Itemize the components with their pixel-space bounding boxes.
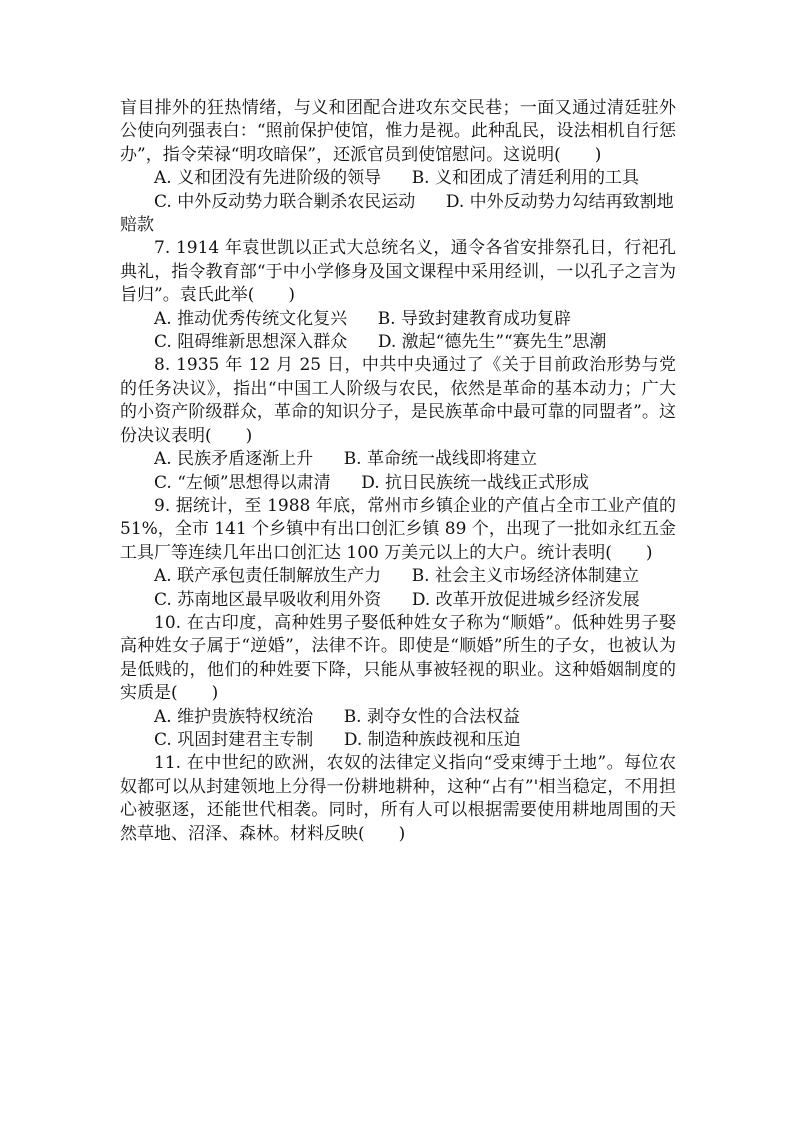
q6-option-a: A. 义和团没有先进阶级的领导 [154, 168, 382, 189]
q8-stem: 8. 1935 年 12 月 25 日，中共中央通过了《关于目前政治形势与党的任务决议》，指出“中国工人阶级与农民，依然是革命的基本动力；广大的小资产阶级群众，革命的知识分子，是民族革命中最可靠的同盟者”。这份决议表明( ) [120, 355, 676, 446]
q6-option-d: D. 中外反动势力勾结再致割地赔款 [120, 191, 674, 236]
q7-options-cd [120, 331, 676, 354]
q9-options-cd [120, 589, 676, 612]
q8-option-b: B. 革命统一战线即将建立 [343, 449, 537, 470]
q9-option-a: A. 联产承包责任制解放生产力 [154, 566, 382, 587]
q8-options-cd [120, 472, 676, 495]
q11-stem: 11. 在中世纪的欧洲，农奴的法律定义指向“受束缚于土地”。每位农奴都可以从封建领地上分得一份耕地耕种，这种“占有”'相当稳定，不用担心被驱逐，还能世代相袭。同时，所有人可以根据需要使用耕地周围的天然草地、沼泽、森林。材料反映( ) [120, 753, 676, 844]
q8-option-c: C. “左倾”思想得以肃清 [154, 472, 331, 493]
q7-option-a: A. 推动优秀传统文化复兴 [154, 308, 348, 329]
q8-options-ab [120, 448, 676, 471]
q8-option-a: A. 民族矛盾逐渐上升 [154, 449, 314, 470]
q7-option-d: D. 激起“德先生”“赛先生”思潮 [377, 332, 607, 353]
q7-option-c: C. 阻碍维新思想深入群众 [154, 332, 348, 353]
q9-stem: 9. 据统计，至 1988 年底，常州市乡镇企业的产值占全市工业产值的 51%，全市 141 个乡镇中有出口创汇乡镇 89 个，出现了一批如永红五金工具厂等连续几年出口创汇达 100 万美元以上的大户。统计表明( ) [120, 495, 676, 563]
q10-options-cd [120, 729, 676, 752]
q6-option-b: B. 义和团成了清廷利用的工具 [411, 168, 639, 189]
q10-option-b: B. 剥夺女性的合法权益 [343, 706, 520, 727]
document-page [120, 97, 676, 846]
q9-option-c: C. 苏南地区最早吸收利用外资 [154, 589, 382, 610]
q8-option-d: D. 抗日民族统一战线正式形成 [361, 472, 590, 493]
q9-option-b: B. 社会主义市场经济体制建立 [411, 566, 639, 587]
q6-options-cd [120, 191, 676, 238]
q7-stem: 7. 1914 年袁世凯以正式大总统名义，通令各省安排祭孔日，行祀孔典礼，指令教育部“于中小学修身及国文课程中采用经训，一以孔子之言为旨归”。袁氏此举( ) [120, 238, 676, 306]
q7-options-ab [120, 308, 676, 331]
q6-option-c: C. 中外反动势力联合剿杀农民运动 [154, 191, 416, 212]
q9-option-d: D. 改革开放促进城乡经济发展 [411, 589, 640, 610]
q10-option-a: A. 维护贵族特权统治 [154, 706, 314, 727]
q9-options-ab [120, 565, 676, 588]
q10-option-c: C. 巩固封建君主专制 [154, 729, 314, 750]
q10-option-d: D. 制造种族歧视和压迫 [343, 729, 521, 750]
q10-stem: 10. 在古印度，高种姓男子娶低种姓女子称为“顺婚”。低种姓男子娶高种姓女子属于“逆婚”，法律不许。即使是“顺婚”所生的子女，也被认为是低贱的，他们的种姓要下降，只能从事被轻视的职业。这种婚姻制度的实质是( ) [120, 612, 676, 704]
q7-option-b: B. 导致封建教育成功复辟 [377, 308, 571, 329]
q6-options-ab [120, 167, 676, 190]
q10-options-ab [120, 706, 676, 729]
q6-stem: 盲目排外的狂热情绪，与义和团配合进攻东交民巷；一面又通过清廷驻外公使向列强表白：“照前保护使馆，惟力是视。此种乱民，设法相机自行惩办”，指令荣禄“明攻暗保”，还派官员到使馆慰问。这说明( ) [120, 98, 676, 165]
